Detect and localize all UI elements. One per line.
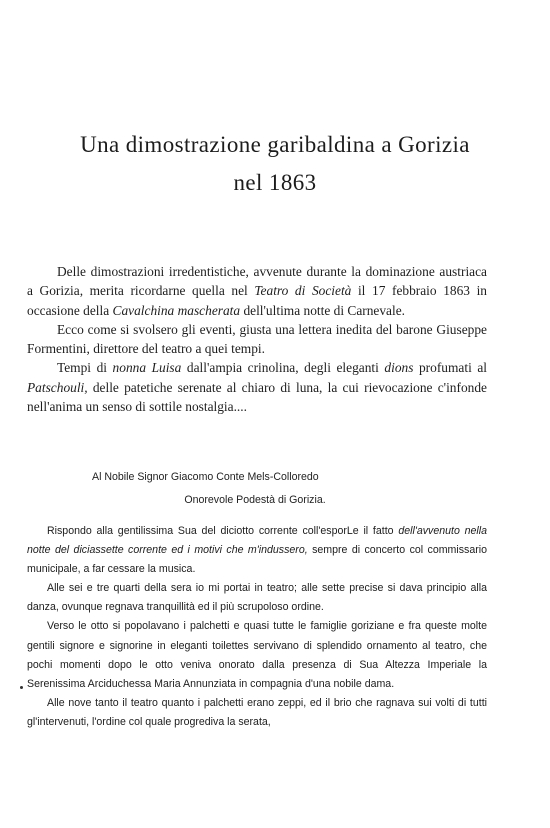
letter-addressee-title: Onorevole Podestà di Gorizia. (184, 494, 326, 506)
letter-paragraph-3: Verso le otto si popolavano i palchetti e quasi tutte le famiglie goriziane e fra queste molte gentili signore e signorine in eleganti toilettes servivano di splendido ornamento al teatro, che pochi momenti dopo le otto veniva onorato dalla presenza di Sua Altezza Imperiale la Serenissima Arciduchessa Maria Annunziata in compagnia d'una nobile dama. (27, 620, 487, 690)
intro-text (27, 262, 487, 416)
italic-phrase: nonna Luisa (112, 360, 182, 376)
italic-phrase: Cavalchina mascherata (112, 302, 241, 318)
italic-phrase: dions (384, 360, 414, 376)
italic-phrase: Patschouli, (27, 379, 88, 395)
letter-paragraph-4: Alle nove tanto il teatro quanto i palchetti erano zeppi, ed il brio che ragnava sui volti di tutti gl'intervenuti, l'ordine col quale progrediva la serata, (27, 696, 487, 728)
intro-paragraph-2: Ecco come si svolsero gli eventi, giusta una lettera inedita del barone Giuseppe Formentini, direttore del teatro a quei tempi. (27, 321, 487, 357)
italic-phrase: dell'avvenuto nella notte del diciassette corrente ed i motivi che m'indussero, (27, 525, 487, 557)
italic-phrase: Teatro di Società (254, 283, 352, 299)
letter-text (27, 522, 487, 732)
article-title-line-1: Una dimostrazione garibaldina a Gorizia (80, 132, 470, 157)
margin-dot (20, 686, 23, 689)
article-title-line-2: nel 1863 (233, 170, 317, 195)
letter-addressee: Al Nobile Signor Giacomo Conte Mels-Colloredo (92, 471, 319, 483)
intro-paragraph-3: Tempi di nonna Luisa dall'ampia crinolina, degli eleganti dions profumati al Patschouli, delle patetiche serenate al chiaro di luna, la cui rievocazione c'infonde nell'anima un senso di sottile nostalgia.... (27, 360, 488, 415)
letter-paragraph-2: Alle sei e tre quarti della sera io mi portai in teatro; alle sette precise si dava principio alla danza, ovunque regnava tranquillità ed il più scrupoloso ordine. (27, 582, 487, 614)
letter-paragraph-1: Rispondo alla gentilissima Sua del diciotto corrente coll'esporLe il fatto dell'avvenuto nella notte del diciassette corrente ed i motivi che m'indussero, sempre di concerto col commissario municipale, a far cessare la musica. (27, 525, 487, 576)
intro-paragraph-1: Delle dimostrazioni irredentistiche, avvenute durante la dominazione austriaca a Gorizia, merita ricordarne quella nel Teatro di Società il 17 febbraio 1863 in occasione della Cavalchina mascherata dell'ultima notte di Carnevale. (27, 264, 487, 318)
